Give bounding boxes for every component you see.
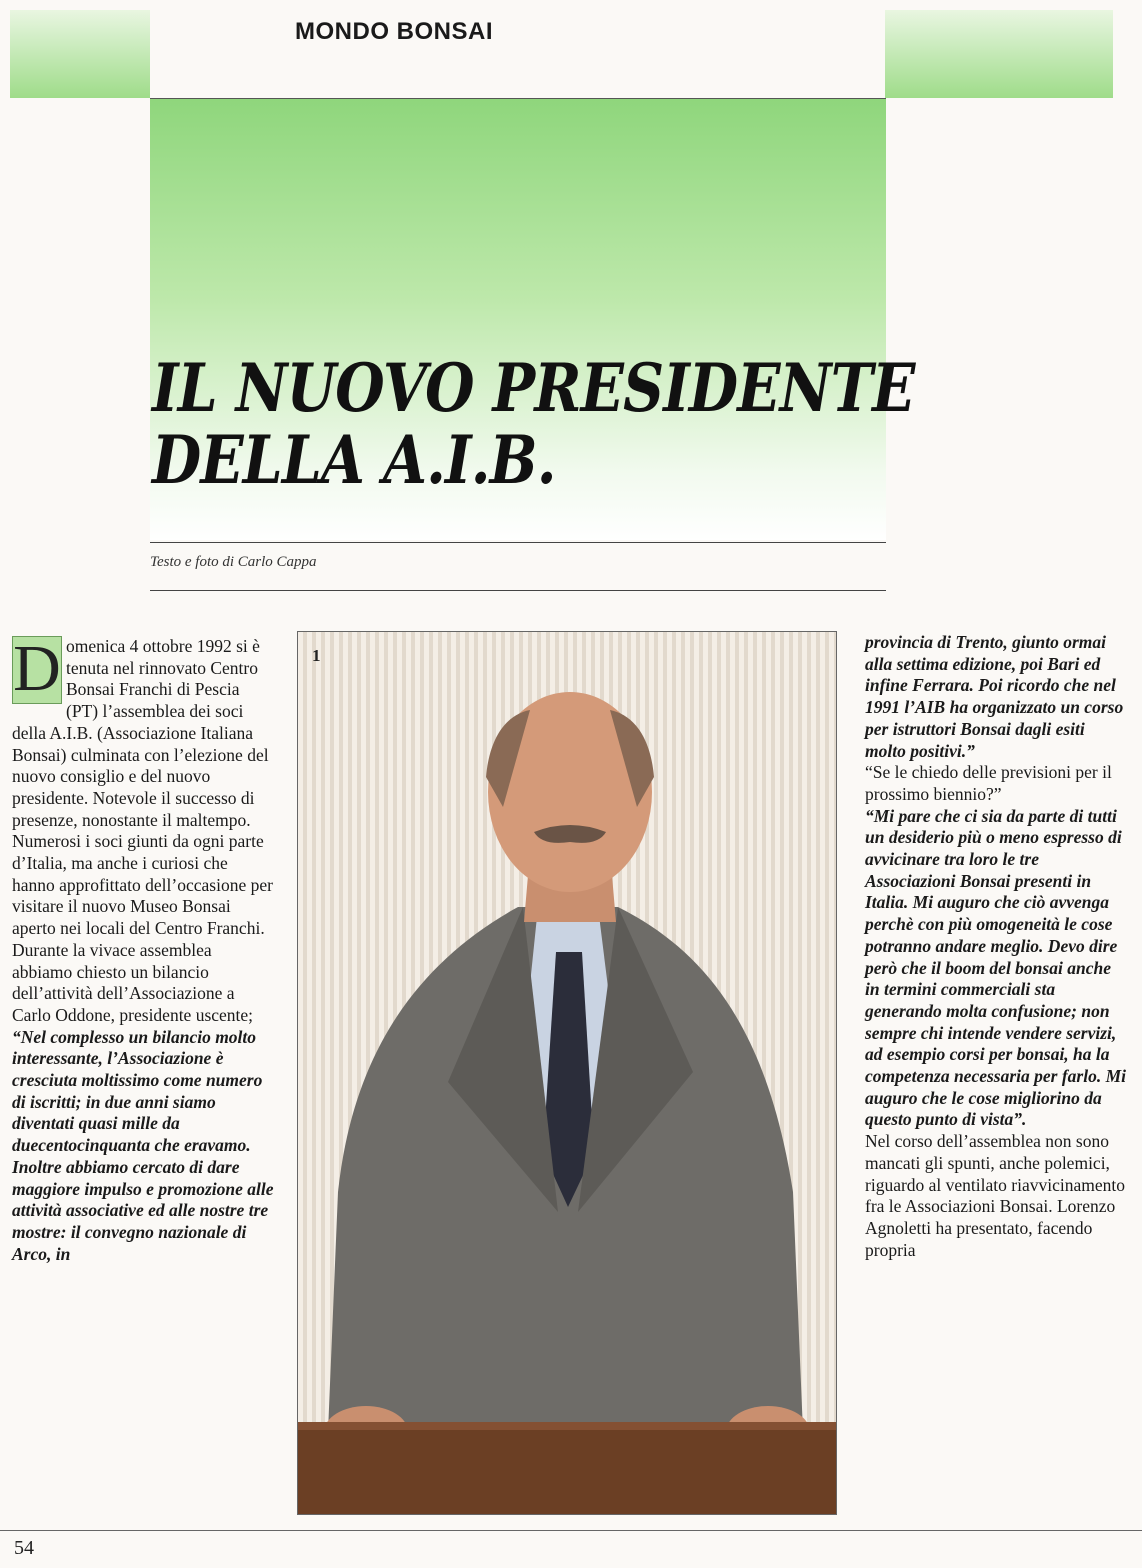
paragraph: Durante la vivace assemblea abbiamo chiesto un bilancio dell’attività dell’Associazione a Carlo Oddone, presidente uscente; bbox=[12, 939, 254, 1025]
interview-quote: “Nel complesso un bilancio molto interessante, l’Associazione è cresciuta moltissimo come numero di iscritti; in due anni siamo diventati quasi mille da duecentocinquanta che eravamo. Inoltre abbiamo cercato di dare maggiore impulso e promozione alle attività associative ed alle nostre tre mostre: il convegno nazionale di Arco, in bbox=[12, 1026, 274, 1264]
portrait-illustration bbox=[298, 632, 836, 1514]
byline-bottom-rule bbox=[150, 590, 886, 591]
paragraph: Nel corso dell’assemblea non sono mancati gli spunti, anche polemici, riguardo al ventilato riavvicinamento fra le Associazioni Bonsai. Lorenzo Agnoletti ha presentato, facendo propria bbox=[865, 1131, 1125, 1260]
byline: Testo e foto di Carlo Cappa bbox=[150, 554, 317, 570]
headline-line-1: IL NUOVO PRESIDENTE bbox=[152, 349, 915, 427]
text-column-left bbox=[12, 632, 274, 1265]
interview-quote: “Mi pare che ci sia da parte di tutti un desiderio più o meno espresso di avvicinare tra loro le tre Associazioni Bonsai presenti in Italia. Mi auguro che ciò avvenga perchè con più omogeneità le cose potranno andare meglio. Devo dire però che il boom del bonsai anche in termini commerciali sta generando molta confusione; non sempre chi intende vendere servizi, ad esempio corsi per bonsai, ha la competenza necessaria per farlo. Mi auguro che le cose migliorino da questo punto di vista”. bbox=[865, 805, 1127, 1130]
footer-rule bbox=[0, 1530, 1142, 1531]
interview-question: “Se le chiedo delle previsioni per il prossimo biennio?” bbox=[865, 762, 1112, 804]
portrait-photo bbox=[297, 631, 837, 1515]
page-number: 54 bbox=[14, 1537, 34, 1559]
header-corner-band-left bbox=[10, 10, 150, 98]
intro-paragraph: omenica 4 ottobre 1992 si è tenuta nel rinnovato Centro Bonsai Franchi di Pescia (PT) l’assemblea dei soci della A.I.B. (Associazione Italiana Bonsai) culminata con l’elezione del nuovo consiglio e del nuovo presidente. Notevole il successo di presenze, nonostante il maltempo. Numerosi i soci giunti da ogni parte d’Italia, ma anche i curiosi che hanno approfittato dell’occasione per visitare il nuovo Museo Bonsai aperto nei locali del Centro Franchi. bbox=[12, 636, 273, 939]
header-corner-band-right bbox=[885, 10, 1113, 98]
section-label: MONDO BONSAI bbox=[295, 18, 493, 45]
drop-cap: D bbox=[13, 632, 61, 705]
article-headline bbox=[152, 349, 915, 499]
text-column-right bbox=[865, 632, 1127, 1261]
headline-line-2: DELLA A.I.B. bbox=[152, 421, 556, 499]
byline-top-rule bbox=[150, 542, 886, 543]
interview-quote: provincia di Trento, giunto ormai alla settima edizione, poi Bari ed infine Ferrara. Poi ricordo che nel 1991 l’AIB ha organizzato un corso per istruttori Bonsai dagli esiti molto positivi.” bbox=[865, 632, 1124, 761]
photo-number: 1 bbox=[312, 646, 321, 665]
